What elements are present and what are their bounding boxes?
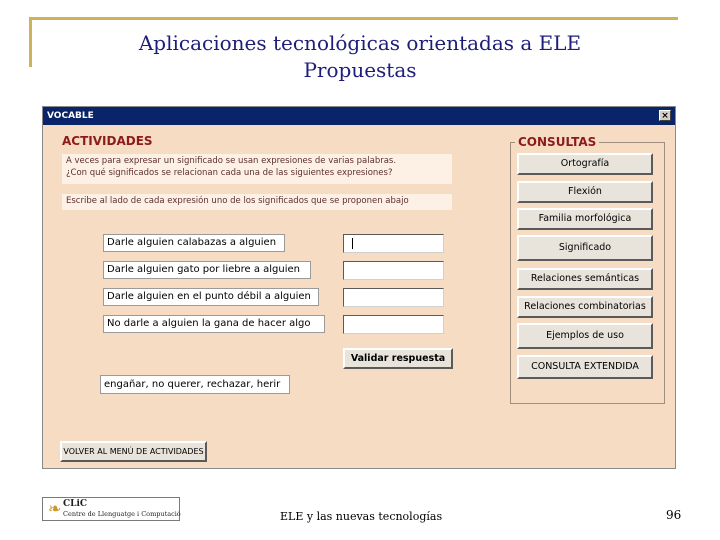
ortografia-button[interactable]: Ortografía	[517, 153, 653, 175]
clic-logo	[42, 497, 180, 521]
logo-plant-icon: ❧	[48, 499, 62, 518]
relaciones-semanticas-button[interactable]: Relaciones semánticas	[517, 268, 653, 290]
close-icon[interactable]: ×	[659, 110, 671, 121]
consultas-heading: CONSULTAS	[515, 135, 599, 149]
answer-input-1[interactable]	[343, 234, 444, 253]
phrase-1: Darle alguien calabazas a alguien	[103, 234, 285, 252]
phrase-4: No darle a alguien la gana de hacer algo	[103, 315, 325, 333]
consulta-extendida-button[interactable]: CONSULTA EXTENDIDA	[517, 355, 653, 379]
logo-name: CLiC	[63, 499, 88, 509]
footer-text: ELE y las nuevas tecnologías	[280, 510, 443, 523]
instruction-line-2: ¿Con qué significados se relacionan cada una de las siguientes expresiones?	[66, 168, 393, 178]
phrase-2: Darle alguien gato por liebre a alguien	[103, 261, 311, 279]
instruction-line-1: A veces para expresar un significado se usan expresiones de varias palabras.	[66, 156, 397, 166]
window-title: VOCABLE	[47, 111, 94, 121]
flexion-button[interactable]: Flexión	[517, 181, 653, 203]
slide-frame-left	[29, 17, 32, 67]
answer-input-4[interactable]	[343, 315, 444, 334]
relaciones-combinatorias-button[interactable]: Relaciones combinatorias	[517, 296, 653, 318]
window-titlebar	[43, 107, 675, 125]
slide-title-line1: Aplicaciones tecnológicas orientadas a ELE	[138, 31, 582, 55]
instruction-text-2: Escribe al lado de cada expresión uno de los significados que se proponen abajo	[62, 194, 452, 210]
answer-input-2[interactable]	[343, 261, 444, 280]
ejemplos-de-uso-button[interactable]: Ejemplos de uso	[517, 323, 653, 349]
slide-title	[40, 30, 680, 84]
back-to-menu-button[interactable]: VOLVER AL MENÚ DE ACTIVIDADES	[60, 441, 207, 462]
slide-title-line2: Propuestas	[303, 58, 417, 82]
logo-subtitle: Centre de Llenguatge i Computació	[63, 510, 181, 518]
slide-frame-top	[30, 17, 678, 20]
significado-button[interactable]: Significado	[517, 235, 653, 261]
meanings-box: engañar, no querer, rechazar, herir	[100, 375, 290, 394]
page-number: 96	[666, 508, 682, 522]
familia-morfologica-button[interactable]: Familia morfológica	[517, 208, 653, 230]
phrase-3: Darle alguien en el punto débil a alguien	[103, 288, 319, 306]
instruction-text	[62, 154, 452, 184]
actividades-heading: ACTIVIDADES	[62, 134, 153, 148]
text-caret	[352, 238, 353, 249]
answer-input-3[interactable]	[343, 288, 444, 307]
vocable-window	[42, 106, 676, 469]
validate-answer-button[interactable]: Validar respuesta	[343, 348, 453, 369]
